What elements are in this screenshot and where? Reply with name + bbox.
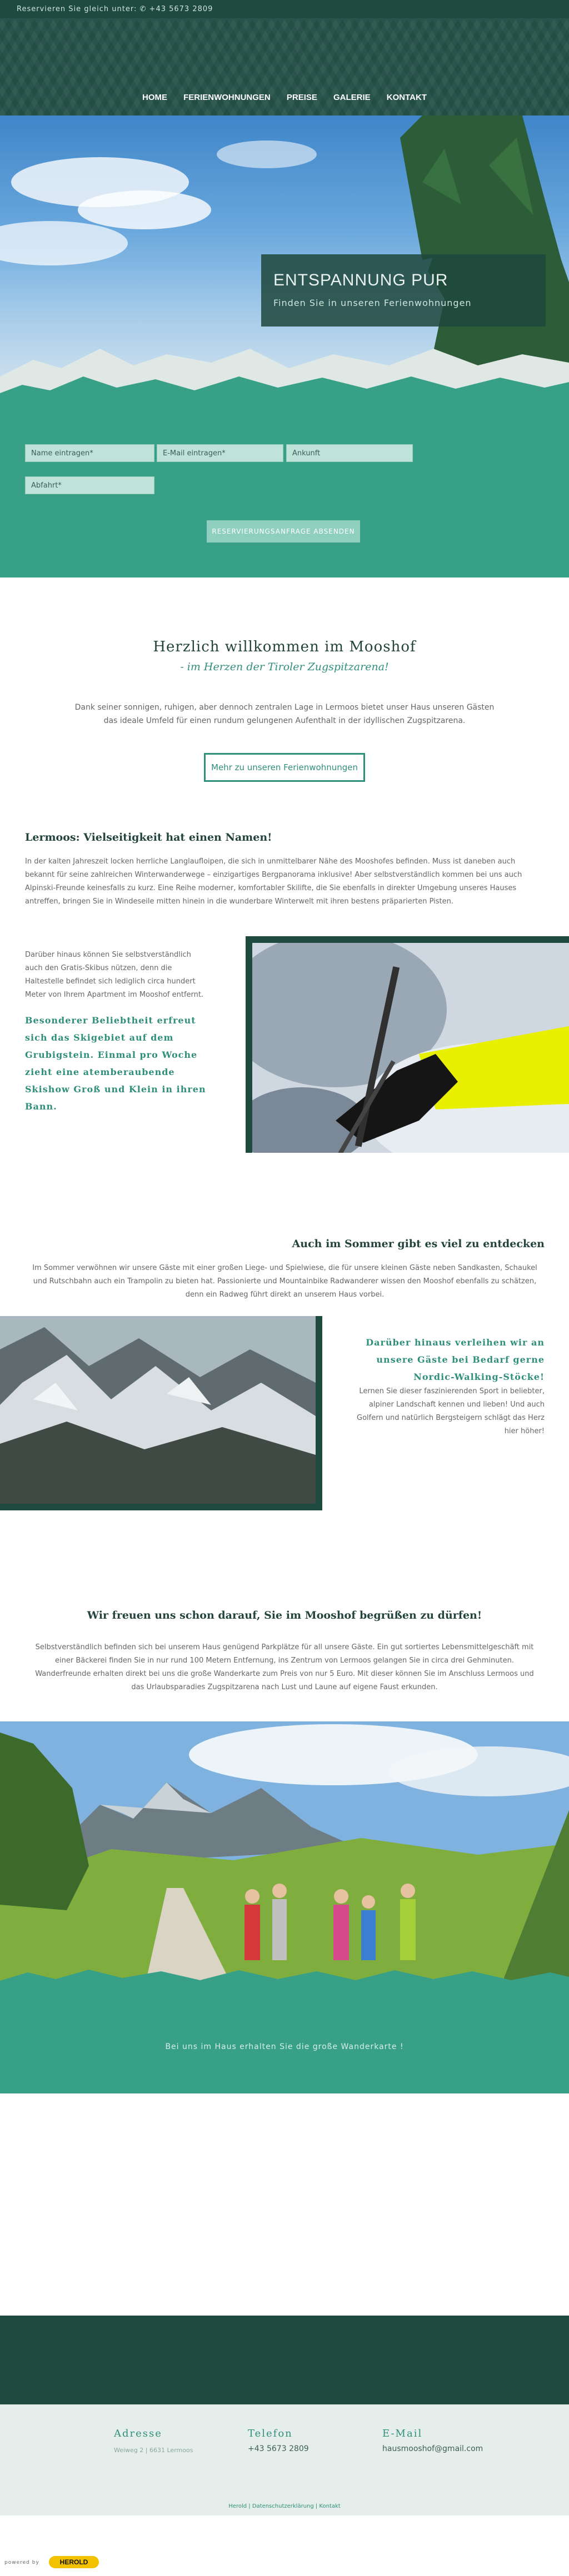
mountain-photo-image	[0, 1316, 316, 1504]
welcome-text: Dank seiner sonnigen, ruhigen, aber dennoch zentralen Lage in Lermoos bietet unser Haus unseren Gästen das ideale Umfeld für einen rundum gelungenen Aufenthalt in der idyllischen Zugspitzarena.	[74, 703, 495, 725]
topbar-phone[interactable]: +43 5673 2809	[149, 5, 213, 13]
ferienwohnungen-button[interactable]: Mehr zu unseren Ferienwohnungen	[204, 753, 365, 782]
reserve-text: Reservieren Sie gleich unter:	[17, 5, 137, 13]
email-value[interactable]: hausmooshof@gmail.com	[382, 2444, 483, 2453]
powered-by-text: powered by	[4, 2560, 39, 2565]
hiking-photo	[0, 1721, 569, 1988]
address-value: Weiweg 2 | 6631 Lermoos	[114, 2447, 193, 2454]
nav-home[interactable]: HOME	[142, 93, 167, 102]
departure-input[interactable]: Abfahrt*	[25, 476, 154, 494]
name-input[interactable]: Name eintragen*	[25, 444, 154, 462]
phone-icon: ✆	[139, 5, 147, 13]
footer-dark-band	[0, 2316, 569, 2404]
hero-title: ENTSPANNUNG PUR	[273, 271, 448, 289]
greeting-title: Wir freuen uns schon darauf, Sie im Mooshof begrüßen zu dürfen!	[87, 1609, 482, 1621]
summer-highlight: Darüber hinaus verleihen wir an unsere Gäste bei Bedarf gerne Nordic-Walking-Stöcke!	[366, 1337, 545, 1382]
nav-ferienwohnungen[interactable]: FERIENWOHNUNGEN	[183, 93, 271, 102]
hero-box	[261, 254, 546, 327]
arrival-input[interactable]: Ankunft	[286, 444, 413, 462]
nav-kontakt[interactable]: KONTAKT	[386, 93, 427, 102]
welcome-subtitle: - im Herzen der Tiroler Zugspitzarena!	[180, 661, 389, 673]
phone-label: Telefon	[248, 2428, 293, 2439]
herold-logo[interactable]: HEROLD	[49, 2556, 99, 2568]
mountain-photo	[0, 1316, 322, 1510]
winter-text: In der kalten Jahreszeit locken herrliche Langlaufloipen, die sich in unmittelbarer Nähe des Mooshofes befinden. Muss ist daneben auch bekannt für seine zahlreichen Winterwanderwege – einzigartiges Bergpanorama inklusive! Aber selbstverständlich kommen bei uns auch Alpinski-Freunde keinesfalls zu kurz. Eine Reihe moderner, komfortabler Skilifte, die Sie ebenfalls in direkter Umgebung unseres Hauses antreffen, bringen Sie in Windeseile mitten hinein in die wunderbare Winterwelt mit ihren bestens präparierten Pisten.	[25, 857, 522, 906]
wander-caption: Bei uns im Haus erhalten Sie die große Wanderkarte !	[165, 2042, 404, 2051]
wander-band	[0, 1988, 569, 2093]
email-label: E-Mail	[382, 2428, 423, 2439]
footer-links[interactable]: Herold | Datenschutzerklärung | Kontakt	[228, 2503, 341, 2509]
bottom-bar	[0, 2515, 569, 2576]
winter-side-text: Darüber hinaus können Sie selbstverständlich auch den Gratis-Skibus nützen, denn die Haltestelle befindet sich lediglich circa hundert Meter von Ihrem Apartment im Mooshof entfernt.	[25, 951, 204, 999]
ski-photo-image	[252, 943, 569, 1153]
contact-footer	[0, 2404, 569, 2515]
winter-highlight: Besonderer Beliebtheit erfreut sich das Skigebiet auf dem Grubigstein. Einmal pro Woche zieht eine atemberaubende Skishow Groß und Klein in ihren Bann.	[25, 1015, 206, 1112]
header	[0, 18, 569, 116]
ski-photo	[246, 936, 569, 1153]
summer-side-text: Lernen Sie dieser faszinierenden Sport in beliebter, alpiner Landschaft kennen und lieben! Und auch Golfern und natürlich Bergsteigern schlägt das Herz hier höher!	[357, 1387, 545, 1435]
email-input[interactable]: E-Mail eintragen*	[157, 444, 283, 462]
phone-value[interactable]: +43 5673 2809	[248, 2444, 309, 2453]
summer-title: Auch im Sommer gibt es viel zu entdecken	[292, 1238, 545, 1250]
hero-image	[0, 116, 569, 404]
wave-edge	[0, 1967, 569, 1989]
hero-subtitle: Finden Sie in unseren Ferienwohnungen	[273, 298, 472, 308]
welcome-title: Herzlich willkommen im Mooshof	[153, 639, 416, 655]
hiking-photo-image	[0, 1721, 569, 1988]
nav-preise[interactable]: PREISE	[286, 93, 317, 102]
main-nav	[0, 92, 569, 102]
greeting-text: Selbstverständlich befinden sich bei unserem Haus genügend Parkplätze für all unsere Gäste. Ein gut sortiertes Lebensmittelgeschäft mit einer Bäckerei finden Sie in nur rund 100 Metern Entfernung, ins Zentrum von Lermoos gelangen Sie in circa drei Gehminuten. Wanderfreunde erhalten direkt bei uns die große Wanderkarte zum Preis von nur 5 Euro. Mit dieser können Sie im Anschluss Lermoos und das Urlaubsparadies Zugspitzarena nach Lust und Laune auf eigene Faust erkunden.	[35, 1643, 534, 1691]
nav-galerie[interactable]: GALERIE	[333, 93, 371, 102]
summer-text: Im Sommer verwöhnen wir unsere Gäste mit einer großen Liege- und Spielwiese, die für unsere kleinen Gäste neben Sandkasten, Schaukel und Rutschbahn auch ein Trampolin zu bieten hat. Passionierte und Mountainbike Radwanderer wissen den Mooshof ebenfalls zu schätzen, denn ein Radweg führt direkt an unserem Haus vorbei.	[32, 1264, 537, 1299]
submit-reservation-button[interactable]: RESERVIERUNGSANFRAGE ABSENDEN	[207, 520, 360, 543]
address-label: Adresse	[114, 2428, 162, 2439]
top-bar	[0, 0, 569, 18]
winter-title: Lermoos: Vielseitigkeit hat einen Namen!	[25, 831, 272, 843]
